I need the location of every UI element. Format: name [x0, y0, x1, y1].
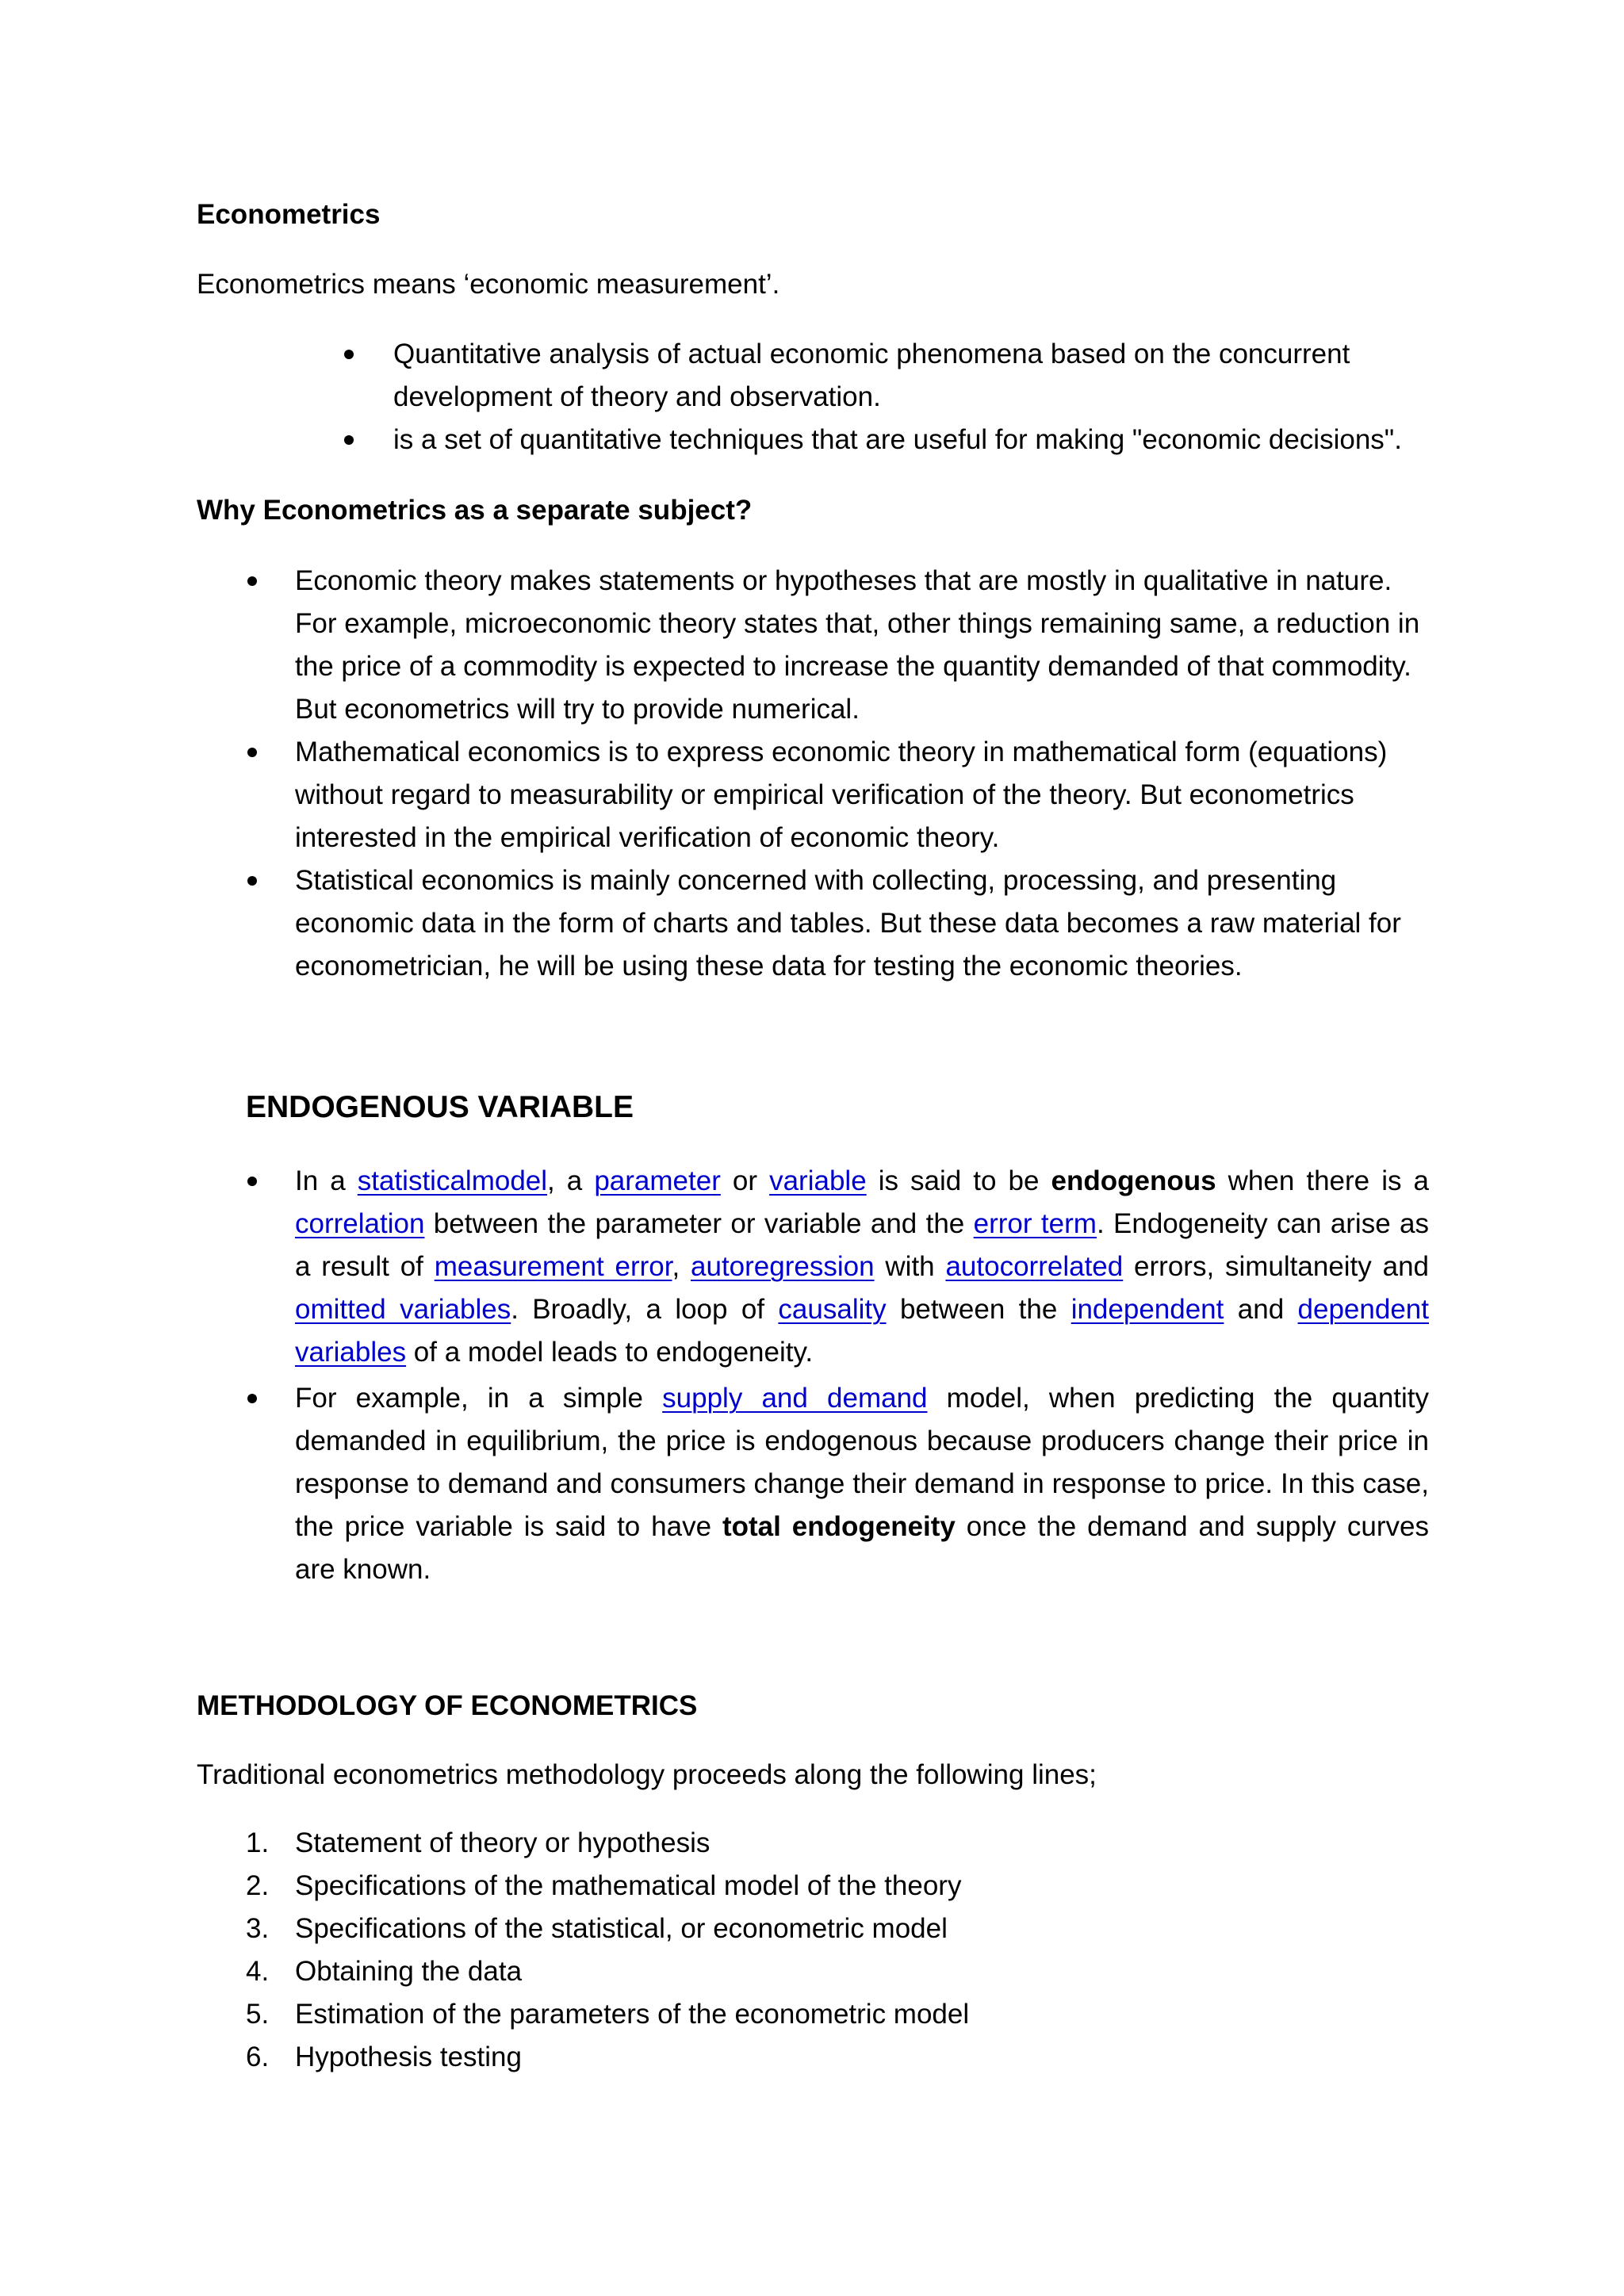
link-parameter[interactable]: parameter: [594, 1165, 721, 1196]
link-variable[interactable]: variable: [769, 1165, 867, 1196]
section-title-endogenous: ENDOGENOUS VARIABLE: [246, 1090, 634, 1124]
section-title-why: Why Econometrics as a separate subject?: [197, 495, 753, 526]
bold-total-endogeneity: total endogeneity: [722, 1511, 956, 1542]
bullet-icon: [247, 748, 257, 757]
link-dependent-variables[interactable]: dependent variables: [295, 1294, 1429, 1368]
list-item: Mathematical economics is to express economic theory in mathematical form (equations) without regard to measurability or empirical verification of the theory. But econometrics interested in the empirical verification of economic theory.: [295, 731, 1437, 859]
list-item: Statistical economics is mainly concerned with collecting, processing, and presenting economic data in the form of charts and tables. But these data becomes a raw material for econometrician, he will be using these data for testing the economic theories.: [295, 859, 1437, 988]
section-title-econometrics: Econometrics: [197, 199, 381, 230]
bullet-icon: [247, 1394, 257, 1403]
list-item: 4. Obtaining the data: [246, 1956, 523, 1987]
list-item: 5. Estimation of the parameters of the econometric model: [246, 1999, 970, 2030]
link-causality[interactable]: causality: [778, 1294, 887, 1325]
link-autocorrelated[interactable]: autocorrelated: [945, 1251, 1124, 1282]
list-item: 2. Specifications of the mathematical model of the theory: [246, 1870, 962, 1901]
endogenous-bullet-list: [295, 1160, 1429, 1591]
link-omitted-variables[interactable]: omitted variables: [295, 1294, 511, 1325]
methodology-intro: Traditional econometrics methodology proceeds along the following lines;: [197, 1759, 1097, 1790]
list-item: 3. Specifications of the statistical, or econometric model: [246, 1913, 948, 1944]
bullet-icon: [344, 350, 354, 359]
link-measurement-error[interactable]: measurement error: [434, 1251, 672, 1282]
bullet-icon: [247, 1177, 257, 1186]
why-bullet-list: [295, 560, 1437, 988]
bullet-icon: [344, 435, 354, 445]
list-item: 6. Hypothesis testing: [246, 2042, 522, 2072]
list-item: is a set of quantitative techniques that are useful for making "economic decisions".: [393, 419, 1432, 461]
link-correlation[interactable]: correlation: [295, 1208, 425, 1239]
link-statistical-model[interactable]: statisticalmodel: [357, 1165, 548, 1196]
link-autoregression[interactable]: autoregression: [691, 1251, 875, 1282]
link-supply-and-demand[interactable]: supply and demand: [662, 1383, 928, 1414]
list-item: For example, in a simple supply and demand model, when predicting the quantity demanded in equilibrium, the price is endogenous because producers change their price in response to demand and consumers change their demand in response to price. In this case, the price variable is said to have total endogeneity once the demand and supply curves are known.: [295, 1377, 1429, 1591]
list-item: Economic theory makes statements or hypotheses that are mostly in qualitative in nature. For example, microeconomic theory states that, other things remaining same, a reduction in the price of a commodity is expected to increase the quantity demanded of that commodity. But econometrics will try to provide numerical.: [295, 560, 1437, 731]
link-independent[interactable]: independent: [1071, 1294, 1224, 1325]
section-title-methodology: METHODOLOGY OF ECONOMETRICS: [197, 1690, 698, 1721]
definition-paragraph: Econometrics means ‘economic measurement’.: [197, 269, 780, 300]
list-item: In a statisticalmodel, a parameter or variable is said to be endogenous when there is a correlation between the parameter or variable and the error term. Endogeneity can arise as a result of measurement error, autoregression with autocorrelated errors, simultaneity and omitted variables. Broadly, a loop of causality between the independent and dependent variables of a model leads to endogeneity.: [295, 1160, 1429, 1374]
bold-endogenous: endogenous: [1051, 1165, 1216, 1196]
list-item: Quantitative analysis of actual economic phenomena based on the concurrent development of theory and observation.: [393, 333, 1432, 419]
bullet-icon: [247, 576, 257, 586]
bullet-icon: [247, 876, 257, 886]
intro-bullet-list: [393, 333, 1432, 461]
list-item: 1. Statement of theory or hypothesis: [246, 1827, 710, 1858]
methodology-steps-list: [246, 1822, 1429, 2079]
link-error-term[interactable]: error term: [973, 1208, 1097, 1239]
